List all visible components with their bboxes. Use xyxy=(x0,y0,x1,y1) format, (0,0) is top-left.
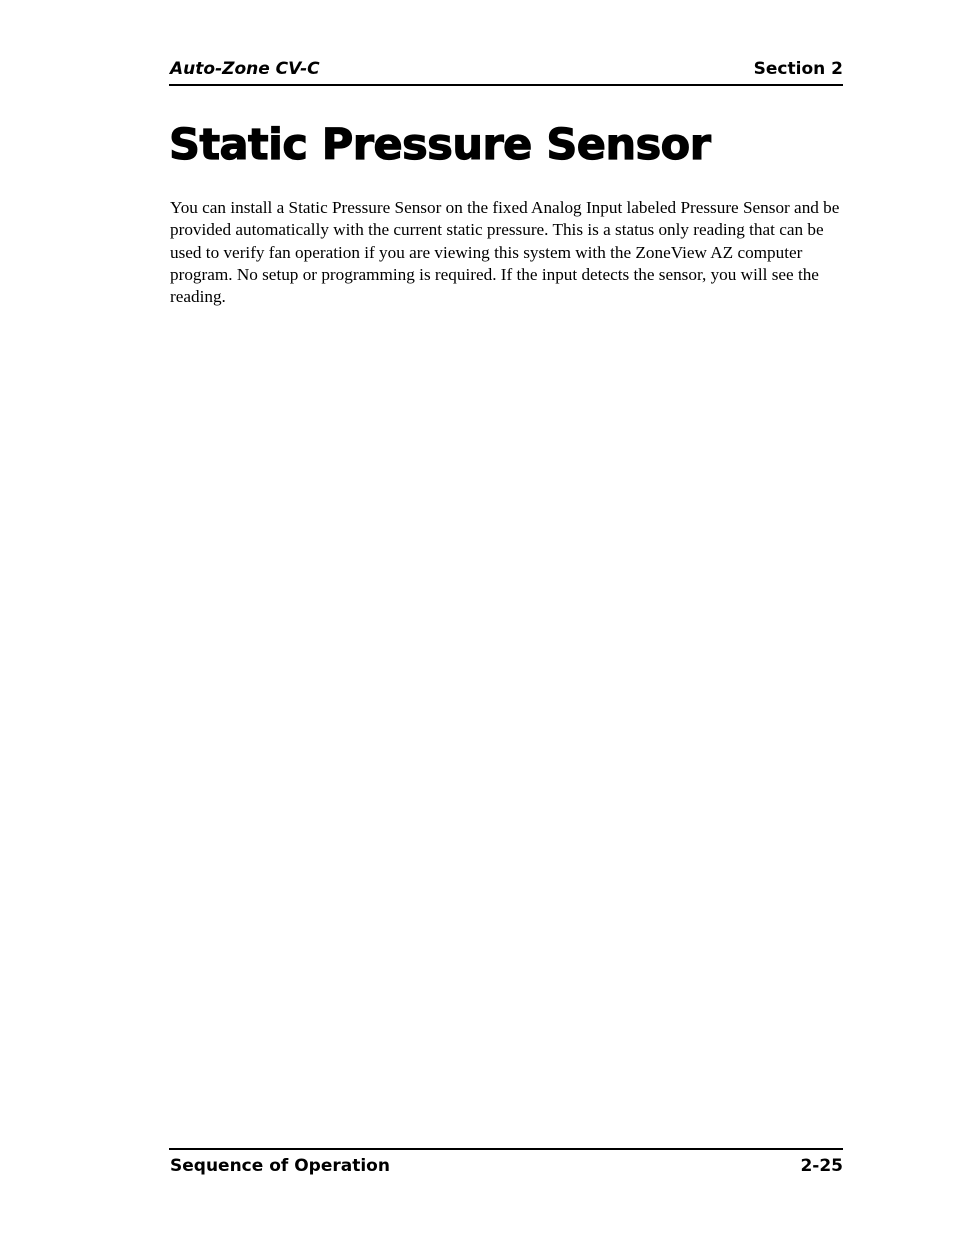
page-header xyxy=(169,58,843,86)
page-footer xyxy=(169,1148,843,1180)
body-paragraph: You can install a Static Pressure Sensor on the fixed Analog Input labeled Pressure Sensor and be provided automatically with the current static pressure. This is a status only reading that can be used to verify fan operation if you are viewing this system with the ZoneView AZ computer program. No setup or programming is required. If the input detects the sensor, you will see the reading. xyxy=(170,198,840,307)
footer-page-number: 2-25 xyxy=(800,1156,843,1176)
header-section-label: Section 2 xyxy=(753,59,843,79)
header-product-name: Auto-Zone CV-C xyxy=(170,59,320,79)
page-title: Static Pressure Sensor xyxy=(169,120,711,170)
footer-chapter-title: Sequence of Operation xyxy=(170,1156,390,1176)
